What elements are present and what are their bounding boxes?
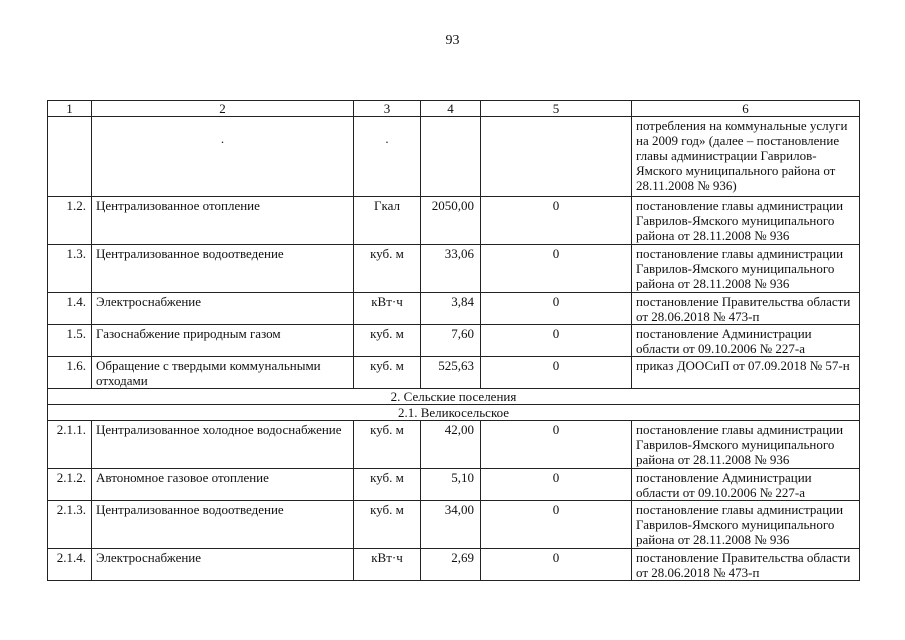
unit: куб. м xyxy=(354,325,421,357)
document-reference: постановление Администрации области от 09.10.2006 № 227-а xyxy=(632,469,860,501)
value: 7,60 xyxy=(421,325,481,357)
table-row xyxy=(48,469,860,501)
document-reference: постановление Администрации области от 09.10.2006 № 227-а xyxy=(632,325,860,357)
table-row xyxy=(48,501,860,549)
col5-value xyxy=(481,117,632,197)
subsection-row xyxy=(48,405,860,421)
header-cell: 2 xyxy=(92,101,354,117)
value: 42,00 xyxy=(421,421,481,469)
table-row xyxy=(48,197,860,245)
service-name: Электроснабжение xyxy=(92,549,354,581)
service-name: Централизованное отопление xyxy=(92,197,354,245)
document-reference: приказ ДООСиП от 07.09.2018 № 57-н xyxy=(632,357,860,389)
value: 2,69 xyxy=(421,549,481,581)
header-row xyxy=(48,101,860,117)
service-name: Электроснабжение xyxy=(92,293,354,325)
table-row xyxy=(48,293,860,325)
document-reference: постановление главы администрации Гаврилов-Ямского муниципального района от 28.11.2008 № 936 xyxy=(632,421,860,469)
col5-value: 0 xyxy=(481,469,632,501)
value: 2050,00 xyxy=(421,197,481,245)
unit: кВт·ч xyxy=(354,549,421,581)
unit: куб. м xyxy=(354,421,421,469)
document-reference: потребления на коммунальные услуги на 2009 год» (далее – постановление главы администрации Гаврилов-Ямского муниципального района от 28.11.2008 № 936) xyxy=(632,117,860,197)
unit: куб. м xyxy=(354,501,421,549)
header-cell: 3 xyxy=(354,101,421,117)
row-number: 1.4. xyxy=(48,293,92,325)
value: 525,63 xyxy=(421,357,481,389)
unit: . xyxy=(354,117,421,197)
col5-value: 0 xyxy=(481,357,632,389)
row-number: 2.1.2. xyxy=(48,469,92,501)
document-reference: постановление Правительства области от 28.06.2018 № 473-п xyxy=(632,549,860,581)
unit: куб. м xyxy=(354,357,421,389)
header-cell: 4 xyxy=(421,101,481,117)
value: 33,06 xyxy=(421,245,481,293)
row-number: 1.3. xyxy=(48,245,92,293)
service-name: Автономное газовое отопление xyxy=(92,469,354,501)
table-row xyxy=(48,117,860,197)
document-reference: постановление главы администрации Гаврилов-Ямского муниципального района от 28.11.2008 № 936 xyxy=(632,197,860,245)
page-number: 93 xyxy=(445,33,460,48)
col5-value: 0 xyxy=(481,501,632,549)
section-row xyxy=(48,389,860,405)
header-cell: 5 xyxy=(481,101,632,117)
header-cell: 1 xyxy=(48,101,92,117)
subsection-title: 2.1. Великосельское xyxy=(48,405,860,421)
row-number: 1.2. xyxy=(48,197,92,245)
table-row xyxy=(48,325,860,357)
document-reference: постановление Правительства области от 28.06.2018 № 473-п xyxy=(632,293,860,325)
section-title: 2. Сельские поселения xyxy=(48,389,860,405)
row-number: 2.1.3. xyxy=(48,501,92,549)
row-number: 1.6. xyxy=(48,357,92,389)
row-number: 2.1.1. xyxy=(48,421,92,469)
service-name: Централизованное холодное водоснабжение xyxy=(92,421,354,469)
table-row xyxy=(48,421,860,469)
document-reference: постановление главы администрации Гаврилов-Ямского муниципального района от 28.11.2008 № 936 xyxy=(632,501,860,549)
row-number: 2.1.4. xyxy=(48,549,92,581)
header-cell: 6 xyxy=(632,101,860,117)
row-number xyxy=(48,117,92,197)
service-name: Централизованное водоотведение xyxy=(92,501,354,549)
unit: Гкал xyxy=(354,197,421,245)
col5-value: 0 xyxy=(481,549,632,581)
table-row xyxy=(48,549,860,581)
service-name: Газоснабжение природным газом xyxy=(92,325,354,357)
unit: куб. м xyxy=(354,469,421,501)
value xyxy=(421,117,481,197)
table-row xyxy=(48,245,860,293)
col5-value: 0 xyxy=(481,197,632,245)
tariff-table xyxy=(47,100,860,581)
row-number: 1.5. xyxy=(48,325,92,357)
unit: куб. м xyxy=(354,245,421,293)
value: 3,84 xyxy=(421,293,481,325)
service-name: Централизованное водоотведение xyxy=(92,245,354,293)
service-name: . xyxy=(92,117,354,197)
col5-value: 0 xyxy=(481,325,632,357)
col5-value: 0 xyxy=(481,245,632,293)
unit: кВт·ч xyxy=(354,293,421,325)
value: 5,10 xyxy=(421,469,481,501)
col5-value: 0 xyxy=(481,421,632,469)
table-row xyxy=(48,357,860,389)
col5-value: 0 xyxy=(481,293,632,325)
value: 34,00 xyxy=(421,501,481,549)
service-name: Обращение с твердыми коммунальными отходами xyxy=(92,357,354,389)
document-reference: постановление главы администрации Гаврилов-Ямского муниципального района от 28.11.2008 № 936 xyxy=(632,245,860,293)
